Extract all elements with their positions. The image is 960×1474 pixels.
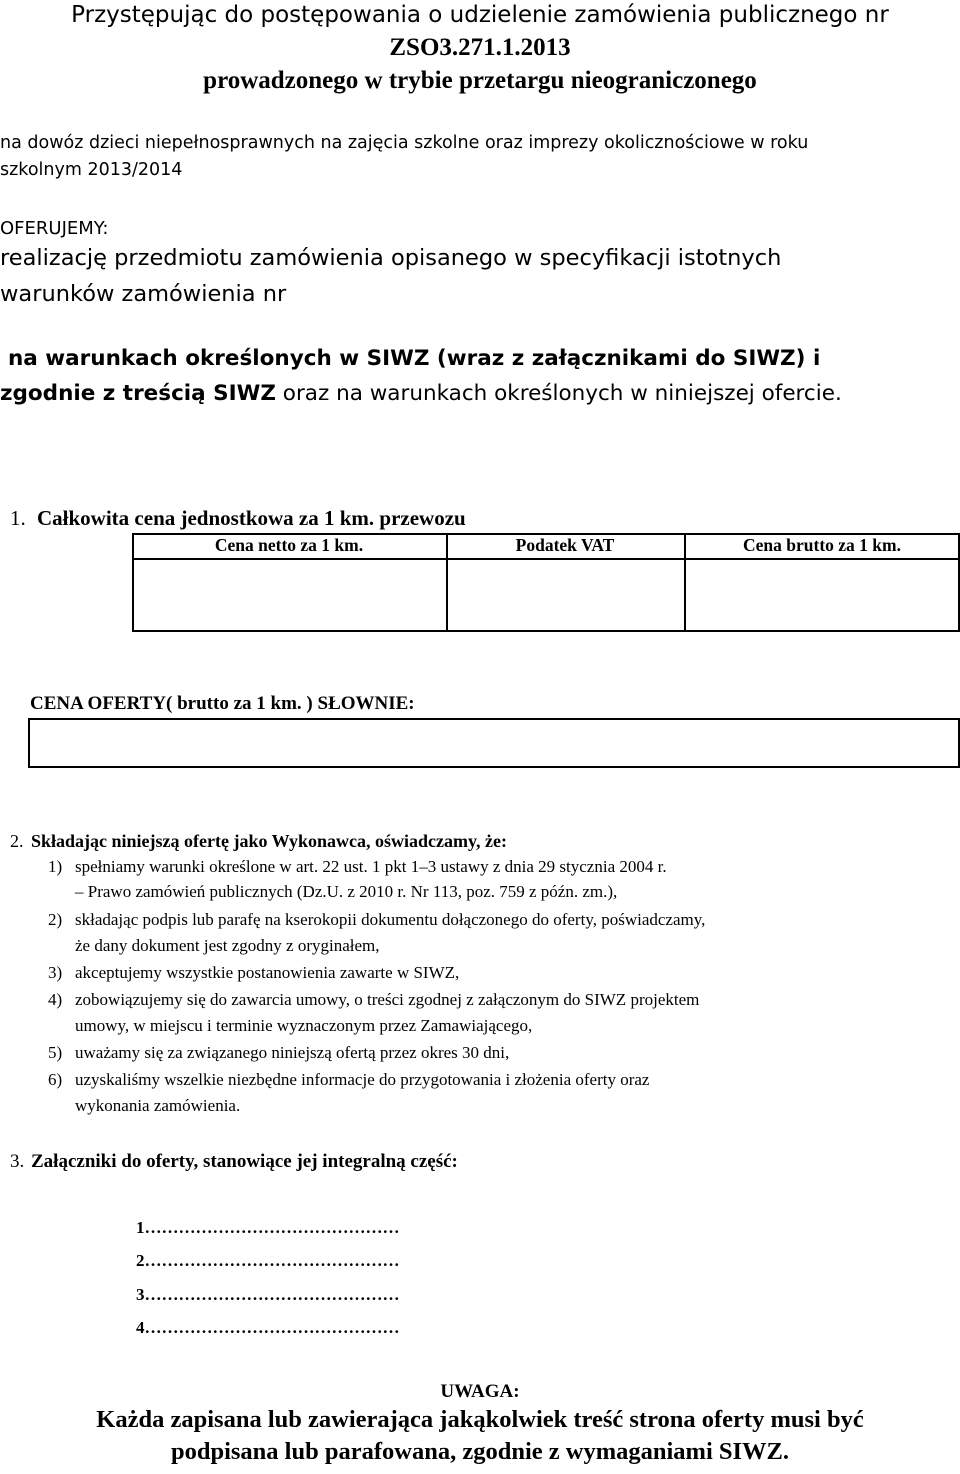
declaration-6-line-2: wykonania zamówienia. bbox=[75, 1096, 241, 1115]
section-1-title: Całkowita cena jednostkowa za 1 km. przewozu bbox=[37, 506, 466, 530]
notice-line-1: Każda zapisana lub zawierająca jakąkolwiek treść strona oferty musi być bbox=[96, 1406, 864, 1433]
declaration-2-line-1: składając podpis lub parafę na kserokopii dokumentu dołączonego do oferty, poświadczamy, bbox=[75, 910, 706, 929]
conditions-line-1: na warunkach określonych w SIWZ (wraz z załącznikami do SIWZ) i bbox=[8, 346, 821, 371]
attachment-4[interactable]: 4……………………………………… bbox=[136, 1318, 400, 1337]
declaration-3-line-1: akceptujemy wszystkie postanowienia zawarte w SIWZ, bbox=[75, 963, 460, 982]
offer-line-1: realizację przedmiotu zamówienia opisanego w specyfikacji istotnych bbox=[0, 245, 782, 271]
section-3-number: 3. bbox=[10, 1151, 25, 1172]
column-net-price: Cena netto za 1 km. bbox=[214, 535, 364, 555]
section-2-title: Składając niniejszą ofertę jako Wykonawca, oświadczamy, że: bbox=[31, 831, 507, 851]
declaration-5-line-1: uważamy się za związanego niniejszą ofertą przez okres 30 dni, bbox=[75, 1043, 510, 1062]
conditions-line-2 bbox=[0, 381, 842, 406]
declaration-6-number: 6) bbox=[48, 1070, 63, 1089]
offer-line-2: warunków zamówienia nr bbox=[0, 281, 287, 307]
offer-price-words-field[interactable] bbox=[28, 718, 960, 768]
section-3-title: Załączniki do oferty, stanowiące jej integralną część: bbox=[31, 1151, 458, 1172]
notice-heading: UWAGA: bbox=[440, 1381, 520, 1402]
attachment-2[interactable]: 2……………………………………… bbox=[136, 1251, 400, 1270]
section-1-number: 1. bbox=[10, 506, 26, 530]
subject-line-1: na dowóz dzieci niepełnosprawnych na zajęcia szkolne oraz imprezy okolicznościowe w roku bbox=[0, 133, 809, 153]
attachment-1[interactable]: 1……………………………………… bbox=[136, 1218, 400, 1237]
declaration-4-number: 4) bbox=[48, 990, 63, 1009]
offer-heading: OFERUJEMY: bbox=[0, 218, 109, 239]
column-gross-price: Cena brutto za 1 km. bbox=[743, 535, 901, 555]
price-table-header-divider bbox=[132, 558, 960, 560]
conditions-line-2-rest: oraz na warunkach określonych w niniejszej ofercie. bbox=[275, 381, 842, 406]
attachment-3[interactable]: 3……………………………………… bbox=[136, 1285, 400, 1304]
declaration-4-line-1: zobowiązujemy się do zawarcia umowy, o treści zgodnej z załączonym do SIWZ projektem bbox=[75, 990, 700, 1009]
conditions-line-2-bold: zgodnie z treścią SIWZ bbox=[0, 381, 276, 406]
gross-price-field[interactable] bbox=[688, 562, 956, 628]
section-2-number: 2. bbox=[10, 831, 24, 851]
declaration-1-number: 1) bbox=[48, 857, 63, 876]
declaration-4-line-2: umowy, w miejscu i terminie wyznaczonym przez Zamawiającego, bbox=[75, 1016, 533, 1035]
header-line-3: prowadzonego w trybie przetargu nieograniczonego bbox=[203, 67, 757, 94]
declaration-2-number: 2) bbox=[48, 910, 63, 929]
declaration-6-line-1: uzyskaliśmy wszelkie niezbędne informacje do przygotowania i złożenia oferty oraz bbox=[75, 1070, 650, 1089]
declaration-2-line-2: że dany dokument jest zgodny z oryginałem, bbox=[75, 936, 380, 955]
subject-line-2: szkolnym 2013/2014 bbox=[0, 160, 183, 180]
net-price-field[interactable] bbox=[136, 562, 442, 628]
vat-field[interactable] bbox=[450, 562, 680, 628]
column-vat: Podatek VAT bbox=[515, 535, 615, 555]
declaration-1-line-1: spełniamy warunki określone w art. 22 ust. 1 pkt 1–3 ustawy z dnia 29 stycznia 2004 r. bbox=[75, 857, 667, 876]
reference-number: ZSO3.271.1.2013 bbox=[389, 34, 571, 61]
declaration-3-number: 3) bbox=[48, 963, 63, 982]
notice-line-2: podpisana lub parafowana, zgodnie z wymaganiami SIWZ. bbox=[170, 1438, 790, 1465]
header-line-1: Przystępując do postępowania o udzielenie zamówienia publicznego nr bbox=[71, 2, 889, 28]
declaration-5-number: 5) bbox=[48, 1043, 63, 1062]
offer-price-words-label: CENA OFERTY( brutto za 1 km. ) SŁOWNIE: bbox=[30, 693, 415, 714]
declaration-1-line-2: – Prawo zamówień publicznych (Dz.U. z 2010 r. Nr 113, poz. 759 z późn. zm.), bbox=[75, 882, 618, 901]
